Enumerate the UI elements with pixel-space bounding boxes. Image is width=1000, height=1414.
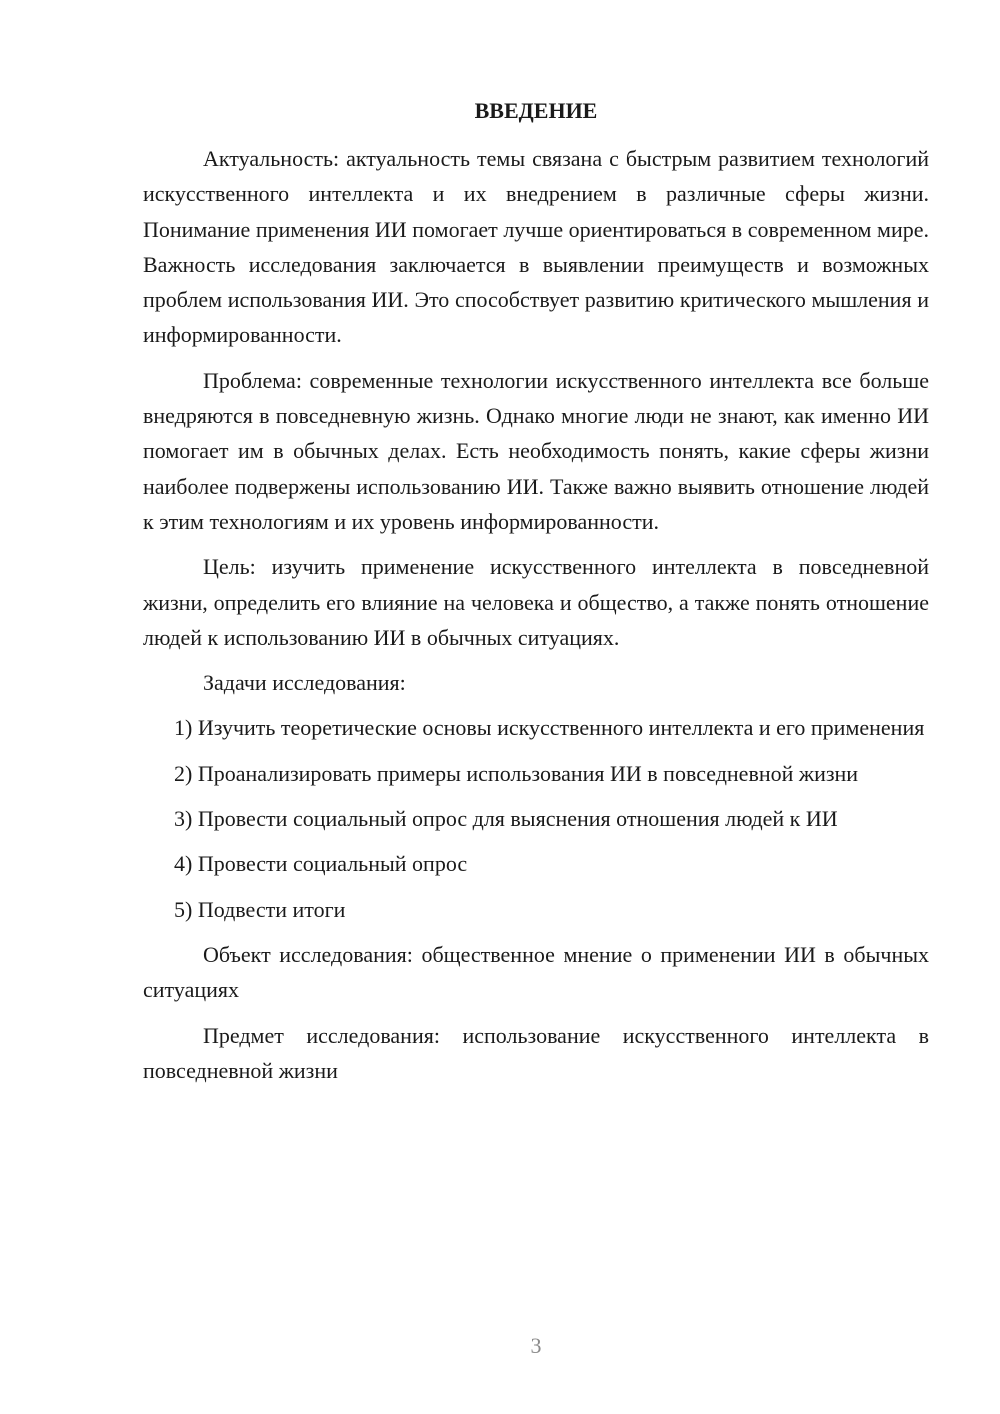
- task-item-4: 4) Провести социальный опрос: [174, 851, 468, 877]
- object-paragraph: Объект исследования: общественное мнение о применении ИИ в обычных ситуациях: [143, 941, 929, 1003]
- goal-paragraph: Цель: изучить применение искусственного интеллекта в повседневной жизни, определить его влияние на человека и общество, а также понять отношение людей к использованию ИИ в обычных ситуациях.: [143, 554, 929, 650]
- relevance-paragraph: Актуальность: актуальность темы связана с быстрым развитием технологий искусственного интеллекта и их внедрением в различные сферы жизни. Понимание применения ИИ помогает лучше ориентироваться в современном мире. Важность исследования заключается в выявлении преимуществ и возможных проблем использования ИИ. Это способствует развитию критического мышления и информированности.: [143, 146, 929, 348]
- page-number: 3: [530, 1333, 542, 1358]
- task-item-1: 1) Изучить теоретические основы искусственного интеллекта и его применения: [174, 715, 925, 741]
- section-title: ВВЕДЕНИЕ: [474, 98, 598, 123]
- tasks-heading: Задачи исследования:: [203, 670, 406, 696]
- document-body: [143, 141, 929, 1098]
- task-item-5: 5) Подвести итоги: [174, 896, 346, 922]
- task-item-2: 2) Проанализировать примеры использования ИИ в повседневной жизни: [174, 760, 859, 786]
- task-item-3: 3) Провести социальный опрос для выяснения отношения людей к ИИ: [174, 806, 838, 832]
- problem-paragraph: Проблема: современные технологии искусственного интеллекта все больше внедряются в повседневную жизнь. Однако многие люди не знают, как именно ИИ помогает им в обычных делах. Есть необходимость понять, какие сферы жизни наиболее подвержены использованию ИИ. Также важно выявить отношение людей к этим технологиям и их уровень информированности.: [143, 367, 929, 534]
- subject-paragraph: Предмет исследования: использование искусственного интеллекта в повседневной жизни: [143, 1022, 929, 1083]
